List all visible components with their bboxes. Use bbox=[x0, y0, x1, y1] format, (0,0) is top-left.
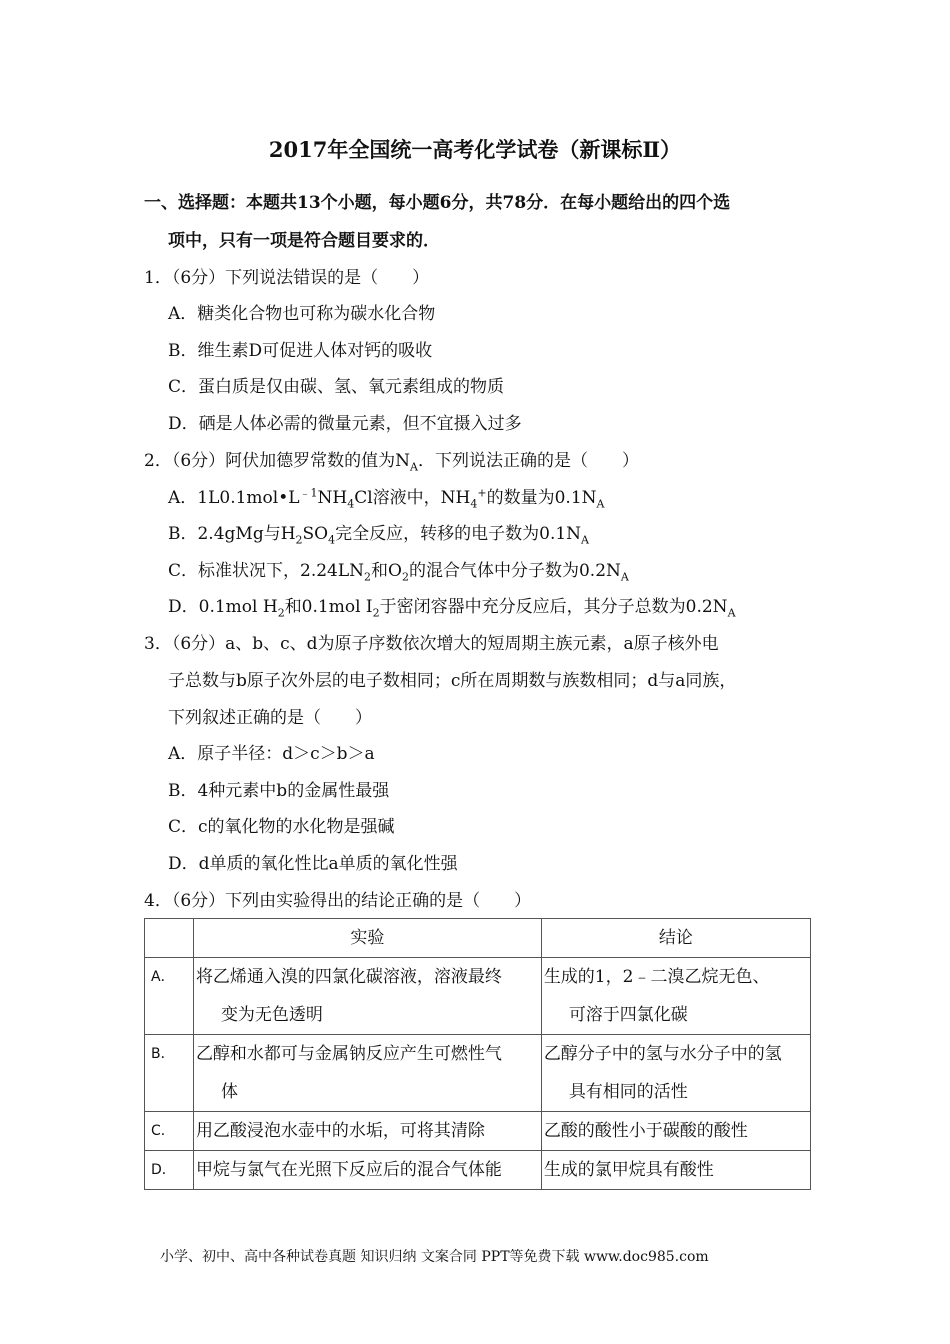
table-header-cell bbox=[145, 919, 194, 958]
row-label: A． bbox=[145, 958, 194, 1035]
conclusion-cell: 生成的1，2﹣二溴乙烷无色、 可溶于四氯化碳 bbox=[541, 958, 810, 1035]
table-header-row bbox=[145, 919, 811, 958]
table-row bbox=[145, 1151, 811, 1190]
table-row bbox=[145, 1112, 811, 1151]
question-1-stem: 1．（6分）下列说法错误的是（ ） bbox=[144, 268, 430, 288]
conclusion-cell: 生成的氯甲烷具有酸性 bbox=[541, 1151, 810, 1190]
conclusion-cell: 乙酸的酸性小于碳酸的酸性 bbox=[541, 1112, 810, 1151]
row-label: D． bbox=[145, 1151, 194, 1190]
question-2-option-c: C．标准状况下，$2.24LN_2$和$O_2$的混合气体中分子数为$0.2N_A$ bbox=[168, 561, 629, 584]
question-1-option-c: C．蛋白质是仅由碳、氢、氧元素组成的物质 bbox=[168, 377, 505, 397]
experiment-cell: 乙醇和水都可与金属钠反应产生可燃性气 体 bbox=[193, 1035, 541, 1112]
question-3-option-c: C．c的氧化物的水化物是强碱 bbox=[168, 817, 395, 837]
experiment-cell: 甲烷与氯气在光照下反应后的混合气体能 bbox=[193, 1151, 541, 1190]
experiment-cell: 用乙酸浸泡水壶中的水垢，可将其清除 bbox=[193, 1112, 541, 1151]
question-2-option-a: A．$1L0.1mol•L^{﹣1}NH_4Cl$溶液中，$NH_4^+$的数量为$0.1N_A$ bbox=[168, 486, 605, 511]
table-row bbox=[145, 1035, 811, 1112]
question-1-option-d: D．硒是人体必需的微量元素，但不宜摄入过多 bbox=[168, 414, 522, 434]
experiment-cell: 将乙烯通入溴的四氯化碳溶液，溶液最终 变为无色透明 bbox=[193, 958, 541, 1035]
question-2-option-d: D．0.1mol $H_2$和0.1mol $I_2$于密闭容器中充分反应后，其分子总数为$0.2N_A$ bbox=[168, 597, 736, 620]
page-title: 2017年全国统一高考化学试卷（新课标Ⅱ） bbox=[268, 137, 682, 162]
question-3-stem-line3: 下列叙述正确的是（ ） bbox=[168, 708, 372, 728]
question-1-option-b: B．维生素D可促进人体对钙的吸收 bbox=[168, 341, 433, 361]
table-row bbox=[145, 958, 811, 1035]
row-label: C． bbox=[145, 1112, 194, 1151]
table-header-experiment: 实验 bbox=[193, 919, 541, 958]
experiment-table bbox=[144, 918, 811, 1190]
question-2-stem: 2．（6分）阿伏加德罗常数的值为$N_A$．下列说法正确的是（ ） bbox=[144, 451, 639, 474]
question-3-stem-line2: 子总数与b原子次外层的电子数相同；c所在周期数与族数相同；d与a同族， bbox=[168, 671, 737, 691]
row-label: B． bbox=[145, 1035, 194, 1112]
section-heading-line2: 项中，只有一项是符合题目要求的． bbox=[168, 231, 440, 251]
section-heading-line1: 一、选择题：本题共13个小题，每小题6分，共78分．在每小题给出的四个选 bbox=[144, 193, 731, 213]
page-footer: 小学、初中、高中各种试卷真题 知识归纳 文案合同 PPT等免费下载 www.doc985.com bbox=[160, 1249, 709, 1265]
table-header-conclusion: 结论 bbox=[541, 919, 810, 958]
question-3-option-d: D．d单质的氧化性比a单质的氧化性强 bbox=[168, 854, 458, 874]
question-4-stem: 4．（6分）下列由实验得出的结论正确的是（ ） bbox=[144, 891, 532, 911]
question-3-stem-line1: 3．（6分）a、b、c、d为原子序数依次增大的短周期主族元素，a原子核外电 bbox=[144, 634, 719, 654]
question-3-option-b: B．4种元素中b的金属性最强 bbox=[168, 781, 390, 801]
question-3-option-a: A．原子半径：d＞c＞b＞a bbox=[168, 744, 375, 764]
question-1-option-a: A．糖类化合物也可称为碳水化合物 bbox=[168, 304, 436, 324]
question-2-option-b: B．2.4gMg与$H_2SO_4$完全反应，转移的电子数为$0.1N_A$ bbox=[168, 524, 589, 547]
conclusion-cell: 乙醇分子中的氢与水分子中的氢 具有相同的活性 bbox=[541, 1035, 810, 1112]
